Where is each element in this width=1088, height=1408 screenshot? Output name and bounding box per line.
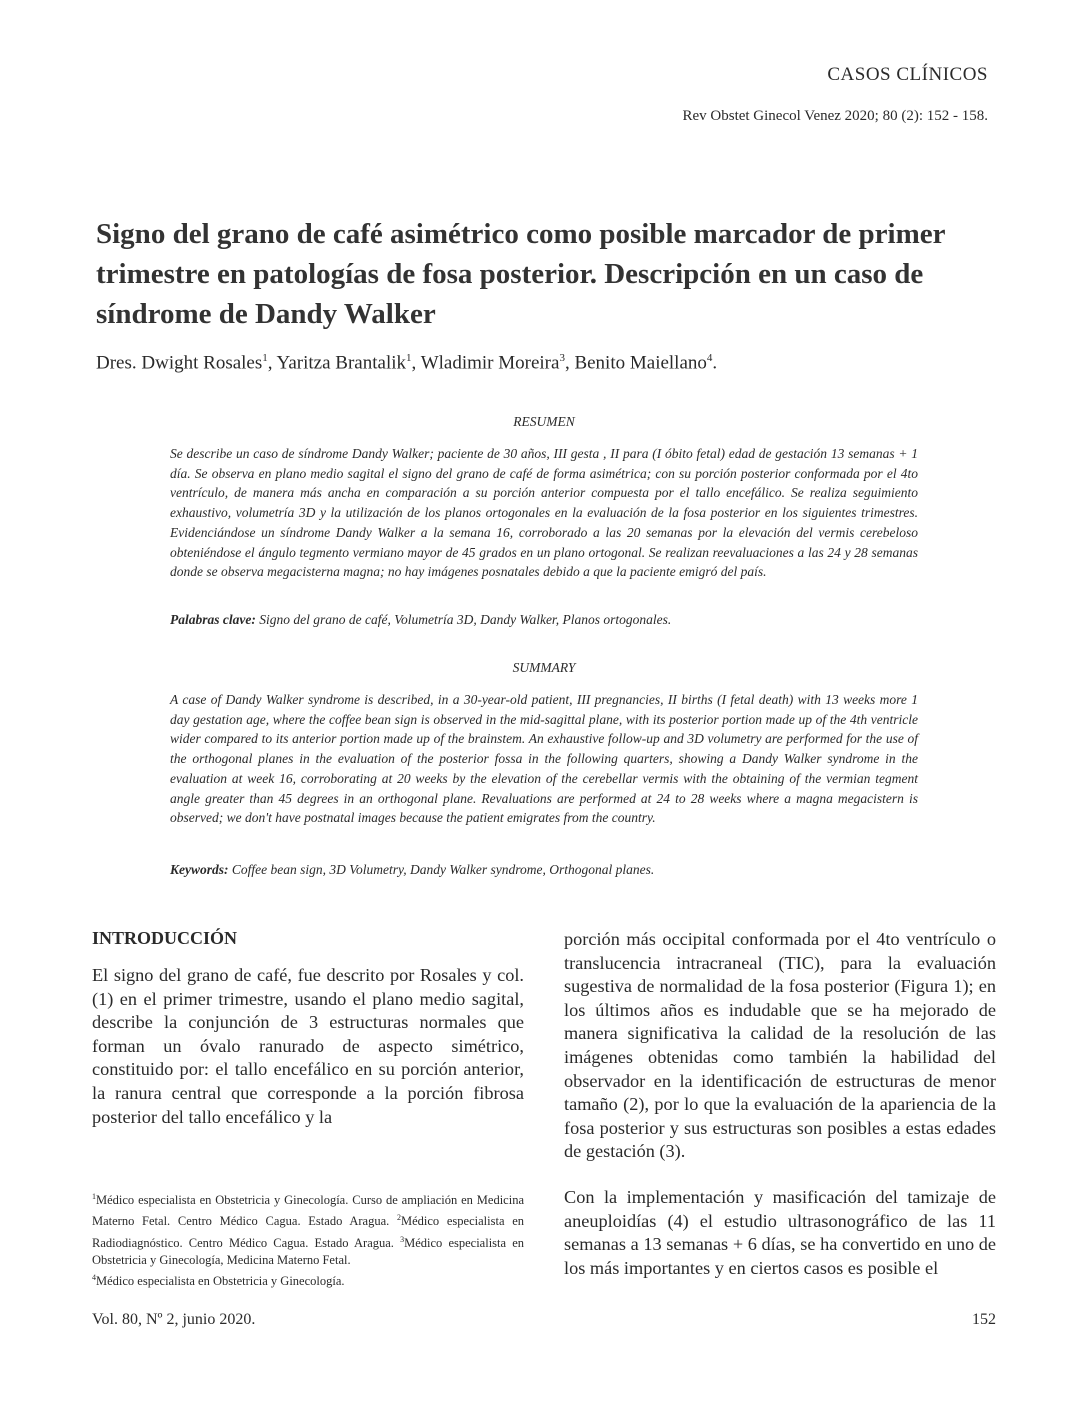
summary-text: A case of Dandy Walker syndrome is described, in a 30-year-old patient, III pregnancies, II births (I fetal death) with 13 weeks more 1 day gestation age, where the coffee bean sign is observed in the mid-sagittal plane, with its posterior portion made up of the 4th ventricle wider compared to its anterior portion made up of the brainstem. An exhaustive follow-up and 3D volumetry are performed for the use of the orthogonal planes in the evaluation of the posterior fossa in the following quarters, showing a Dandy Walker syndrome in the evaluation at week 16, corroborating at 20 weeks by the elevation of the cerebellar vermis with the obtaining of the vermian tegment angle greater than 45 degrees in an orthogonal plane. Revaluations are performed at 24 to 28 weeks where a magna megacistern is observed; we don't have postnatal images because the patient emigrates from the country. [170,692,918,826]
resumen-text: Se describe un caso de síndrome Dandy Walker; paciente de 30 años, III gesta , II para (I óbito fetal) edad de gestación 13 semanas + 1 día. Se observa en plano medio sagital el signo del grano de café de forma asimétrica; con su porción posterior conformada por el 4to ventrículo, de manera más ancha en comparación a su porción anterior compuesta por el tallo encefálico. Se realiza seguimiento exhaustivo, volumetría 3D y la utilización de los planos ortogonales en la evaluación de la fosa posterior en los siguientes trimestres. Evidenciándose un síndrome Dandy Walker a la semana 16, corroborado a las 20 semanas por la elevación del vermis cerebeloso obteniéndose el ángulo tegmento vermiano mayor de 45 grados en un plano ortogonal. Se realizan reevaluaciones a las 24 y 28 semanas donde se observa megacisterna magna; no hay imágenes posnatales debido a que la paciente emigró del país. [170,446,918,580]
footnote-text: Médico especialista en Obstetricia y Ginecología, Medicina Materno Fetal. [92,1235,525,1268]
author-affiliation: 4 [706,352,713,364]
resumen-keywords [170,612,918,628]
footnote-marker: 3 [400,1234,405,1244]
intro-column-1-paragraph: El signo del grano de café, fue descrito por Rosales y col. (1) en el primer trimestre, usando el plano medio sagital, describe la conjunción de 3 estructuras normales que forman un óvalo ranurado de aspecto simétrico, constituido por: el tallo encefálico en su porción anterior, la ranura central que corresponde a la porción fibrosa posterior del tallo encefálico y la [92,965,524,1127]
footnote [92,1188,524,1269]
footnote-text: Médico especialista en Obstetricia y Ginecología. [96,1274,345,1289]
footnote-text: Médico especialista en Obstetricia y Ginecología. Curso de ampliación en Medicina Materno Fetal. Centro Médico Cagua. Estado Aragua. [92,1193,524,1229]
summary-heading: SUMMARY [512,660,576,675]
author-separator: , [564,352,570,374]
author-name: Benito Maiellano [574,352,707,374]
keywords-text: Signo del grano de café, Volumetría 3D, Dandy Walker, Planos ortogonales. [259,612,672,627]
footnote-marker: 4 [92,1273,96,1283]
section-label: CASOS CLÍNICOS [827,64,988,85]
keywords-label: Palabras clave: [170,612,256,627]
intro-column-2-paragraph: porción más occipital conformada por el 4to ventrículo o translucencia intracraneal (TIC), para la evaluación sugestiva de normalidad de la fosa posterior (Figura 1); en los últimos años es indudable que se ha mejorado de manera significativa la calidad de la resolución de las imágenes obtenidas como también la habilidad del observador en la identificación de estructuras de menor tamaño (2), por lo que la evaluación de la apariencia de la fosa posterior y sus estructuras son posibles a estas edades de gestación (3). [564,929,996,1162]
footnote-marker: 2 [396,1213,401,1223]
author-name: Dwight Rosales [141,352,263,374]
author-affiliation: 1 [406,352,412,364]
author-prefix: Dres. [96,352,137,374]
author-separator: , [267,352,273,374]
author-separator: . [712,352,718,374]
issue-footer: Vol. 80, Nº 2, junio 2020. [92,1311,256,1328]
footnote-text: Médico especialista en Radiodiagnóstico. Centro Médico Cagua. Estado Aragua. [92,1214,525,1250]
author-name: Yaritza Brantalik [276,352,407,374]
author-list [96,352,717,374]
keywords-label: Keywords: [170,862,229,877]
resumen-heading: RESUMEN [513,414,575,429]
keywords-text: Coffee bean sign, 3D Volumetry, Dandy Walker syndrome, Orthogonal planes. [231,862,655,877]
footnote [92,1269,524,1290]
page-number: 152 [972,1311,996,1328]
journal-citation: Rev Obstet Ginecol Venez 2020; 80 (2): 152 - 158. [682,108,988,124]
article-title: Signo del grano de café asimétrico como posible marcador de primer trimestre en patologías de fosa posterior. Descripción en un caso de síndrome de Dandy Walker [96,218,945,330]
author-affiliation: 1 [262,352,268,364]
footnote-marker: 1 [92,1192,96,1201]
summary-keywords [170,862,918,878]
intro-column-2-paragraph: Con la implementación y masificación del tamizaje de aneuploidías (4) el estudio ultrasonográfico de las 11 semanas a 13 semanas + 6 días, se ha convertido en uno de los más importantes y en ciertos casos es posible el [564,1187,996,1278]
section-heading-introduccion: INTRODUCCIÓN [92,928,238,948]
author-name: Wladimir Moreira [420,352,560,374]
author-affiliation: 3 [559,352,565,364]
author-separator: , [411,352,417,374]
affiliation-footnotes [92,1188,524,1291]
